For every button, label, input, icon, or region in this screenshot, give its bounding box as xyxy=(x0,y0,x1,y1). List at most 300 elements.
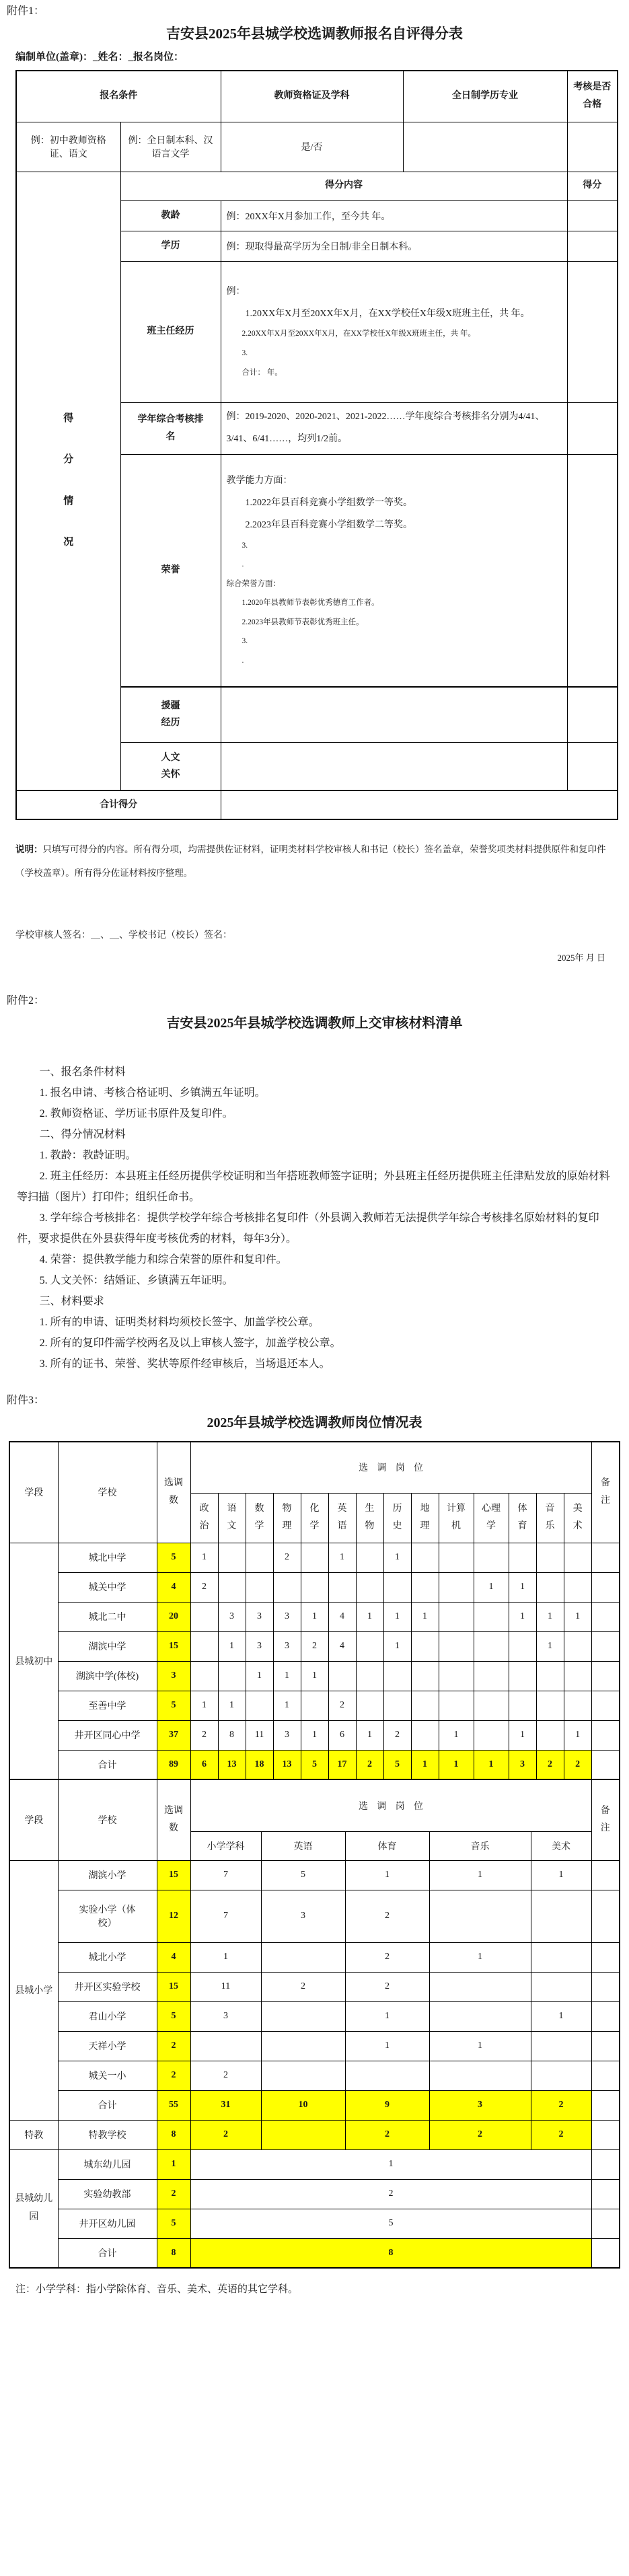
remark-cell xyxy=(591,2179,620,2209)
count-cell: 15 xyxy=(157,1860,190,1890)
value-cell: 1 xyxy=(383,1602,411,1631)
subject-header-text: 数学 xyxy=(254,1504,264,1531)
header-positions: 选调岗位 xyxy=(190,1442,591,1493)
count-cell: 8 xyxy=(157,2120,190,2149)
school-cell: 实验幼教部 xyxy=(58,2179,157,2209)
school-cell: 井开区同心中学 xyxy=(58,1720,157,1750)
annual-ranking-score-cell xyxy=(567,402,618,454)
school-row xyxy=(9,1543,620,1572)
annual-ranking-label xyxy=(120,402,221,454)
header-remark xyxy=(591,1779,620,1860)
value-cell: 1 xyxy=(273,1661,301,1691)
content-line: 合计： 年。 xyxy=(242,368,283,377)
total-value-cell: 13 xyxy=(273,1750,301,1779)
form-header-row xyxy=(16,71,618,122)
remark-cell xyxy=(591,2149,620,2179)
subject-header xyxy=(411,1493,439,1543)
total-value-cell: 17 xyxy=(328,1750,356,1779)
value-cell xyxy=(345,2061,429,2090)
school-row xyxy=(9,1860,620,1890)
value-cell: 5 xyxy=(261,1860,345,1890)
value-cell: 1 xyxy=(345,2001,429,2031)
value-cell xyxy=(474,1543,509,1572)
value-cell xyxy=(383,1661,411,1691)
list-line: 2. 所有的复印件需学校两名及以上审核人签字，加盖学校公章。 xyxy=(39,1337,341,1349)
header-positions: 选调岗位 xyxy=(190,1779,591,1831)
value-cell: 1 xyxy=(246,1661,273,1691)
value-cell xyxy=(190,2031,261,2061)
subject-header xyxy=(474,1493,509,1543)
attachment2-title: 吉安县2025年县城学校选调教师上交审核材料清单 xyxy=(166,1016,463,1031)
value-cell xyxy=(301,1572,328,1602)
value-cell: 1 xyxy=(509,1720,536,1750)
value-cell: 2 xyxy=(190,2061,261,2090)
school-row xyxy=(9,2031,620,2061)
attachment3-title: 2025年县城学校选调教师岗位情况表 xyxy=(207,1415,422,1430)
value-cell: 1 xyxy=(429,2031,531,2061)
value-cell xyxy=(190,1661,218,1691)
remark-cell xyxy=(591,1572,620,1602)
head-teacher-content xyxy=(221,261,567,402)
school-cell: 湖滨中学(体校) xyxy=(58,1661,157,1691)
total-value-cell: 2 xyxy=(536,1750,564,1779)
value-cell xyxy=(411,1631,439,1661)
attachment1-subtitle: 编制单位(盖章)：_姓名：_报名岗位： xyxy=(15,52,184,63)
xinjiang-aid-score-cell xyxy=(567,687,618,742)
subject-header xyxy=(383,1493,411,1543)
value-cell xyxy=(564,1691,591,1720)
header-stage: 学段 xyxy=(9,1779,58,1860)
subject-header-text: 音乐 xyxy=(545,1504,555,1531)
count-cell: 2 xyxy=(157,2179,190,2209)
list-line: 三、材料要求 xyxy=(39,1296,104,1307)
subject-header xyxy=(190,1493,218,1543)
value-cell xyxy=(261,1942,345,1972)
header-remark-text: 备注 xyxy=(600,1806,610,1834)
value-cell xyxy=(429,2001,531,2031)
count-cell: 5 xyxy=(157,2209,190,2238)
list-line: 2. 教师资格证、学历证书原件及复印件。 xyxy=(39,1108,233,1119)
value-cell: 1 xyxy=(356,1602,383,1631)
count-cell: 15 xyxy=(157,1972,190,2001)
humanistic-care-label-text: 人文关怀 xyxy=(161,752,180,780)
value-cell: 1 xyxy=(190,1691,218,1720)
value-cell: 1 xyxy=(328,1543,356,1572)
education-score-cell xyxy=(567,231,618,261)
value-cell xyxy=(356,1572,383,1602)
value-cell: 3 xyxy=(261,1890,345,1942)
value-cell xyxy=(474,1661,509,1691)
count-cell: 5 xyxy=(157,1543,190,1572)
list-line: 1. 教龄：教龄证明。 xyxy=(39,1150,137,1161)
school-cell xyxy=(58,1890,157,1942)
value-cell xyxy=(411,1661,439,1691)
total-row xyxy=(9,2090,620,2120)
remark-cell xyxy=(591,2120,620,2149)
value-cell xyxy=(246,1543,273,1572)
count-cell: 2 xyxy=(157,2031,190,2061)
total-label-cell: 合计 xyxy=(58,1750,157,1779)
form-note xyxy=(15,838,616,885)
xinjiang-aid-label xyxy=(120,687,221,742)
value-cell xyxy=(411,1543,439,1572)
value-cell: 2 xyxy=(383,1720,411,1750)
subject-header-text: 地理 xyxy=(420,1504,430,1531)
content-line: 3. xyxy=(242,637,248,646)
score-side-label: 得分情况 xyxy=(63,412,74,548)
value-cell xyxy=(509,1543,536,1572)
value-cell xyxy=(328,1661,356,1691)
value-cell xyxy=(411,1720,439,1750)
value-cell: 2 xyxy=(301,1631,328,1661)
count-cell: 37 xyxy=(157,1720,190,1750)
stage-name: 县城幼儿园 xyxy=(15,2194,53,2222)
special-ed-row xyxy=(9,2120,620,2149)
subject-header-text: 政治 xyxy=(199,1504,209,1531)
value-cell xyxy=(509,1631,536,1661)
value-cell xyxy=(261,2120,345,2149)
value-cell: 3 xyxy=(190,2001,261,2031)
school-row xyxy=(9,1890,620,1942)
count-cell: 5 xyxy=(157,1691,190,1720)
total-count-cell: 55 xyxy=(157,2090,190,2120)
total-value-cell: 2 xyxy=(531,2090,591,2120)
stage-cell: 县城小学 xyxy=(9,1860,58,2120)
school-row xyxy=(9,1572,620,1602)
subject-header xyxy=(536,1493,564,1543)
total-count-cell: 8 xyxy=(157,2238,190,2268)
value-cell: 1 xyxy=(301,1602,328,1631)
value-cell: 1 xyxy=(345,1860,429,1890)
xinjiang-aid-content xyxy=(221,687,567,742)
school-row xyxy=(9,1972,620,2001)
school-row xyxy=(9,2061,620,2090)
honors-score-cell xyxy=(567,454,618,687)
value-cell xyxy=(429,1972,531,2001)
content-line: 教学能力方面： xyxy=(226,476,293,486)
value-cell xyxy=(474,1691,509,1720)
humanistic-care-score-cell xyxy=(567,742,618,790)
subject-header: 体育 xyxy=(345,1831,429,1860)
value-cell: 2 xyxy=(345,1942,429,1972)
teaching-age-content: 例：20XX年X月参加工作，至今共 年。 xyxy=(221,200,567,231)
content-line: 1.2022年县百科竞赛小学组数学一等奖。 xyxy=(245,497,412,508)
count-cell: 3 xyxy=(157,1661,190,1691)
value-cell: 3 xyxy=(246,1602,273,1631)
value-cell xyxy=(439,1572,474,1602)
school-row xyxy=(9,2001,620,2031)
remark-cell xyxy=(591,1691,620,1720)
count-cell: 4 xyxy=(157,1572,190,1602)
value-cell xyxy=(509,1661,536,1691)
total-value-cell: 3 xyxy=(509,1750,536,1779)
value-cell: 11 xyxy=(190,1972,261,2001)
content-line: 2.20XX年X月至20XX年X月，在XX学校任X年级X班班主任，共 年。 xyxy=(242,330,476,338)
subject-header-text: 体育 xyxy=(517,1504,527,1531)
value-cell: 3 xyxy=(273,1631,301,1661)
example-condition1-cell: 例：初中教师资格证、语文 xyxy=(16,122,120,172)
content-line: 2.2023年县教师节表彰优秀班主任。 xyxy=(242,618,364,626)
subject-header: 音乐 xyxy=(429,1831,531,1860)
school-row xyxy=(9,1661,620,1691)
value-cell: 7 xyxy=(190,1860,261,1890)
value-cell xyxy=(531,1942,591,1972)
kindergarten-row xyxy=(9,2179,620,2209)
value-cell: 1 xyxy=(301,1661,328,1691)
kindergarten-row xyxy=(9,2149,620,2179)
subject-header xyxy=(301,1493,328,1543)
value-cell xyxy=(356,1543,383,1572)
header-remark-text: 备注 xyxy=(600,1478,610,1506)
value-cell xyxy=(439,1661,474,1691)
stage-cell: 县城初中 xyxy=(9,1543,58,1779)
remark-cell xyxy=(591,2001,620,2031)
school-cell: 湖滨小学 xyxy=(58,1860,157,1890)
value-cell: 1 xyxy=(429,1860,531,1890)
value-cell xyxy=(328,1572,356,1602)
value-cell: 1 xyxy=(564,1720,591,1750)
value-cell xyxy=(536,1691,564,1720)
value-cell xyxy=(536,1543,564,1572)
remark-cell xyxy=(591,1972,620,2001)
remark-cell xyxy=(591,1860,620,1890)
value-cell: 1 xyxy=(564,1602,591,1631)
content-line: . xyxy=(242,656,244,665)
value-cell xyxy=(273,1572,301,1602)
value-cell xyxy=(531,1890,591,1942)
header-pass: 考核是否合格 xyxy=(567,71,618,122)
honors-content xyxy=(221,454,567,687)
value-cell xyxy=(531,2061,591,2090)
value-cell: 2 xyxy=(345,2120,429,2149)
value-cell: 2 xyxy=(190,2120,261,2149)
subject-header: 英语 xyxy=(261,1831,345,1860)
count-cell: 4 xyxy=(157,1942,190,1972)
education-content: 例：现取得最高学历为全日制/非全日制本科。 xyxy=(221,231,567,261)
subject-header xyxy=(509,1493,536,1543)
subject-header xyxy=(328,1493,356,1543)
value-cell xyxy=(439,1602,474,1631)
school-row xyxy=(9,1602,620,1631)
head-teacher-label: 班主任经历 xyxy=(120,261,221,402)
value-cell xyxy=(411,1572,439,1602)
score-col-header: 得分 xyxy=(567,172,618,200)
subject-header-text: 美术 xyxy=(572,1504,583,1531)
teaching-age-score-cell xyxy=(567,200,618,231)
list-line: 5. 人文关怀：结婚证、乡镇满五年证明。 xyxy=(39,1275,233,1286)
school-cell: 天祥小学 xyxy=(58,2031,157,2061)
total-count-cell: 89 xyxy=(157,1750,190,1779)
empty-pass-cell xyxy=(567,122,618,172)
subject-header xyxy=(356,1493,383,1543)
value-cell: 1 xyxy=(531,1860,591,1890)
value-cell: 11 xyxy=(246,1720,273,1750)
kindergarten-row xyxy=(9,2209,620,2238)
total-value-cell: 5 xyxy=(301,1750,328,1779)
value-cell: 1 xyxy=(429,1942,531,1972)
value-cell: 1 xyxy=(383,1631,411,1661)
list-line: 1. 报名申请、考核合格证明、乡镇满五年证明。 xyxy=(39,1087,266,1099)
value-cell: 1 xyxy=(474,1572,509,1602)
row-total-score xyxy=(16,790,618,819)
subject-header: 美术 xyxy=(531,1831,591,1860)
value-cell xyxy=(383,1572,411,1602)
value-cell: 1 xyxy=(509,1602,536,1631)
value-cell: 6 xyxy=(328,1720,356,1750)
value-cell: 1 xyxy=(345,2031,429,2061)
list-line: 3. 学年综合考核排名：提供学校学年综合考核排名复印件（外县调入教师若无法提供学年综合考核排名原始材料的复印件，要求提供在外县获得年度考核优秀的材料，每年3分）。 xyxy=(17,1212,599,1245)
school-cell: 城北中学 xyxy=(58,1543,157,1572)
value-cell xyxy=(439,1631,474,1661)
value-cell: 8 xyxy=(218,1720,246,1750)
value-cell: 3 xyxy=(273,1720,301,1750)
value-cell xyxy=(439,1691,474,1720)
value-cell xyxy=(509,1691,536,1720)
value-cell: 2 xyxy=(273,1543,301,1572)
header-count xyxy=(157,1779,190,1860)
value-cell: 1 xyxy=(218,1631,246,1661)
remark-cell xyxy=(591,1720,620,1750)
value-cell xyxy=(564,1661,591,1691)
school-cell: 城关一小 xyxy=(58,2061,157,2090)
value-cell xyxy=(429,2061,531,2090)
annual-ranking-content: 例：2019-2020、2020-2021、2021-2022……学年度综合考核排名分别为4/41、3/41、6/41……，均列1/2前。 xyxy=(221,402,567,454)
table-header-row xyxy=(9,1779,620,1831)
count-cell: 2 xyxy=(157,2061,190,2090)
total-value-cell: 31 xyxy=(190,2090,261,2120)
xinjiang-aid-label-text: 援疆经历 xyxy=(161,701,180,729)
value-cell: 1 xyxy=(301,1720,328,1750)
list-line: 二、得分情况材料 xyxy=(39,1129,126,1140)
value-cell: 1 xyxy=(531,2001,591,2031)
subject-header xyxy=(246,1493,273,1543)
total-value-cell: 2 xyxy=(564,1750,591,1779)
header-school: 学校 xyxy=(58,1442,157,1543)
value-cell xyxy=(564,1543,591,1572)
content-line: 3. xyxy=(242,541,248,550)
value-cell: 4 xyxy=(328,1602,356,1631)
materials-list xyxy=(17,1062,610,1374)
positions-table-middle xyxy=(9,1441,620,1780)
value-cell xyxy=(190,1631,218,1661)
header-stage: 学段 xyxy=(9,1442,58,1543)
merged-value-cell: 5 xyxy=(190,2209,591,2238)
subject-header xyxy=(439,1493,474,1543)
value-cell: 1 xyxy=(439,1720,474,1750)
total-value-cell: 1 xyxy=(439,1750,474,1779)
date-line: 2025年 月 日 xyxy=(557,953,605,963)
school-row xyxy=(9,1942,620,1972)
count-cell: 5 xyxy=(157,2001,190,2031)
school-cell: 城北小学 xyxy=(58,1942,157,1972)
value-cell: 2 xyxy=(345,1972,429,2001)
remark-cell xyxy=(591,1750,620,1779)
remark-cell xyxy=(591,1661,620,1691)
remark-cell xyxy=(591,2238,620,2268)
example-condition2-cell: 例：全日制本科、汉语言文学 xyxy=(120,122,221,172)
list-line: 3. 所有的证书、荣誉、奖状等原件经审核后，当场退还本人。 xyxy=(39,1358,330,1370)
value-cell xyxy=(261,2061,345,2090)
value-cell: 1 xyxy=(383,1543,411,1572)
empty-degree-cell xyxy=(403,122,567,172)
total-value-cell: 8 xyxy=(190,2238,591,2268)
value-cell xyxy=(531,2031,591,2061)
list-line: 4. 荣誉：提供教学能力和综合荣誉的原件和复印件。 xyxy=(39,1254,287,1265)
count-cell: 12 xyxy=(157,1890,190,1942)
header-count xyxy=(157,1442,190,1543)
stage-cell: 特教 xyxy=(9,2120,58,2149)
remark-cell xyxy=(591,2209,620,2238)
content-line: 1.20XX年X月至20XX年X月，在XX学校任X年级X班班主任，共 年。 xyxy=(245,308,530,319)
attachment3-label: 附件3： xyxy=(7,1395,45,1406)
header-remark xyxy=(591,1442,620,1543)
total-value-cell: 5 xyxy=(383,1750,411,1779)
header-cert: 教师资格证及学科 xyxy=(221,71,403,122)
value-cell xyxy=(246,1691,273,1720)
value-cell: 3 xyxy=(246,1631,273,1661)
school-cell: 城东幼儿园 xyxy=(58,2149,157,2179)
school-row xyxy=(9,1631,620,1661)
value-cell xyxy=(536,1661,564,1691)
humanistic-care-content xyxy=(221,742,567,790)
school-row xyxy=(9,1691,620,1720)
value-cell xyxy=(261,2031,345,2061)
value-cell: 1 xyxy=(190,1543,218,1572)
total-value-cell: 3 xyxy=(429,2090,531,2120)
value-cell xyxy=(261,2001,345,2031)
positions-table-primary xyxy=(9,1779,620,2269)
score-side-label-cell xyxy=(16,172,120,790)
list-line: 1. 所有的申请、证明类材料均须校长签字、加盖学校公章。 xyxy=(39,1317,320,1328)
value-cell: 1 xyxy=(273,1691,301,1720)
value-cell xyxy=(218,1543,246,1572)
value-cell xyxy=(411,1691,439,1720)
content-line: 综合荣誉方面： xyxy=(226,579,281,588)
list-line: 2. 班主任经历：本县班主任经历提供学校证明和当年搭班教师签字证明；外县班主任经历提供班主任津贴发放的原始材料等扫描（图片）打印件；组织任命书。 xyxy=(17,1171,610,1203)
count-cell: 15 xyxy=(157,1631,190,1661)
remark-cell xyxy=(591,2031,620,2061)
count-cell: 20 xyxy=(157,1602,190,1631)
content-line: . xyxy=(242,560,244,569)
value-cell xyxy=(246,1572,273,1602)
header-school: 学校 xyxy=(58,1779,157,1860)
total-value-cell: 13 xyxy=(218,1750,246,1779)
total-value-cell: 9 xyxy=(345,2090,429,2120)
form-example-row xyxy=(16,122,618,172)
school-cell: 井开区实验学校 xyxy=(58,1972,157,2001)
annual-ranking-label-text: 学年综合考核排名 xyxy=(137,414,204,442)
total-value-cell: 6 xyxy=(190,1750,218,1779)
value-cell: 2 xyxy=(261,1972,345,2001)
humanistic-care-label xyxy=(120,742,221,790)
merged-value-cell: 1 xyxy=(190,2149,591,2179)
remark-cell xyxy=(591,1602,620,1631)
value-cell xyxy=(536,1572,564,1602)
honors-label: 荣誉 xyxy=(120,454,221,687)
school-cell: 特教学校 xyxy=(58,2120,157,2149)
remark-cell xyxy=(591,1543,620,1572)
self-score-form-table xyxy=(15,70,618,820)
subject-header xyxy=(273,1493,301,1543)
total-row xyxy=(9,2238,620,2268)
school-cell: 至善中学 xyxy=(58,1691,157,1720)
value-cell xyxy=(218,1661,246,1691)
value-cell xyxy=(531,1972,591,2001)
value-cell: 1 xyxy=(356,1720,383,1750)
subject-header-text: 计算机 xyxy=(447,1504,466,1531)
table-header-row xyxy=(9,1442,620,1493)
remark-cell xyxy=(591,1631,620,1661)
